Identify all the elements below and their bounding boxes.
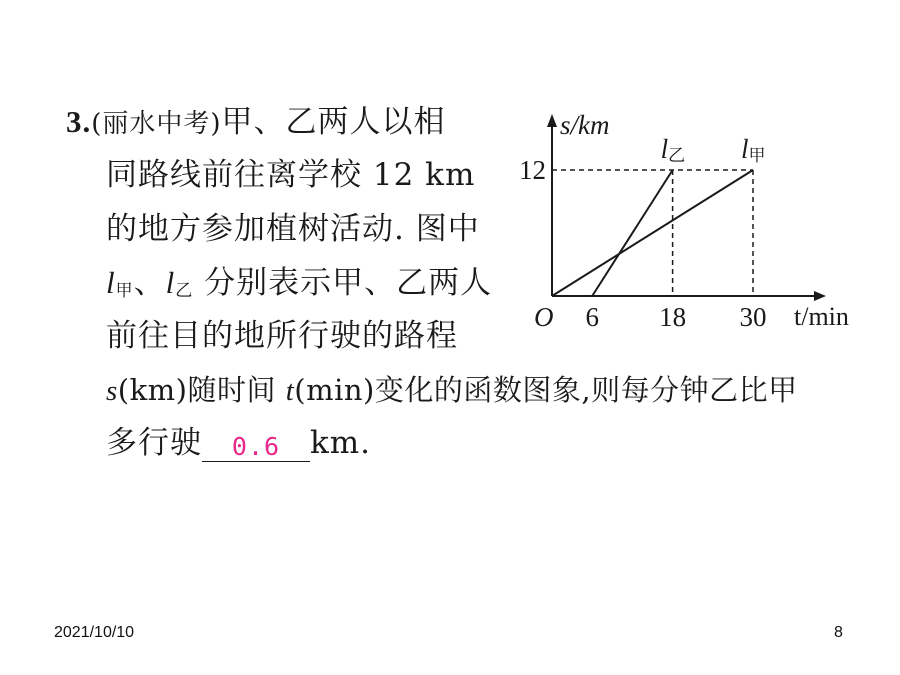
problem-line-6 [106,372,798,409]
origin-label: O [534,302,554,332]
y-axis-label [560,110,610,140]
series-label-main-jia: l [741,134,749,164]
problem-line-2 [106,157,475,193]
problem-source: (丽水中考) [91,109,222,139]
series-label-main-yi: l [660,134,669,164]
y-axis-arrow-icon [547,114,557,127]
separator: 、 [133,265,166,301]
problem-line-5 [106,318,458,354]
problem-number: 3. [66,104,92,139]
x-tick-label-18: 18 [659,302,687,332]
problem-line-4 [106,265,492,309]
problem-text-6: (min)变化的函数图象,则每分钟乙比甲 [294,373,798,407]
footer-date: 2021/10/10 [54,624,135,641]
problem-text-7-post: km. [310,425,372,461]
l-jia-subscript: 甲 [115,281,134,301]
problem-text-1: 甲、乙两人以相 [221,104,446,140]
tick-labels [519,155,767,332]
problem-text-5: 前往目的地所行驶的路程 [106,318,458,354]
problem-text-4: 分别表示甲、乙两人 [193,265,493,301]
problem-text-7-pre: 多行驶 [106,425,202,461]
x-axis-label [794,302,849,331]
l-yi-symbol: l [165,265,176,300]
axis-labels [534,110,849,332]
series-label-sub-yi: 乙 [668,146,686,165]
series-lines [552,170,753,296]
x-tick-label-30: 30 [739,302,767,332]
s-variable: s [106,375,118,407]
series-label-sub-jia: 甲 [748,146,766,165]
problem-text-3: 的地方参加植树活动. 图中 [106,211,480,247]
problem-line-1 [66,104,446,142]
x-tick-label-6: 6 [585,302,599,332]
t-variable: t [285,375,295,407]
series-label-jia [741,134,766,165]
l-yi-subscript: 乙 [175,281,194,301]
l-jia-symbol: l [106,265,116,300]
answer-blank [202,427,310,462]
footer-page-number: 8 [834,624,843,641]
series-labels [661,134,766,165]
x-axis-arrow-icon [814,291,826,301]
problem-line-3 [106,211,480,247]
x-axis-label-text: t/min [794,302,849,331]
problem-text-2: 同路线前往离学校 12 km [106,157,476,193]
answer-text: 0.6 [231,432,281,461]
y-tick-label-12: 12 [519,155,546,185]
problem-line-7 [106,425,371,462]
series-label-yi [661,134,686,165]
distance-time-graph [500,100,875,340]
s-unit-text: (km)随时间 [117,373,286,407]
series-line-yi [592,170,672,296]
y-axis-label-text: s/km [560,110,610,140]
series-line-jia [552,170,753,296]
